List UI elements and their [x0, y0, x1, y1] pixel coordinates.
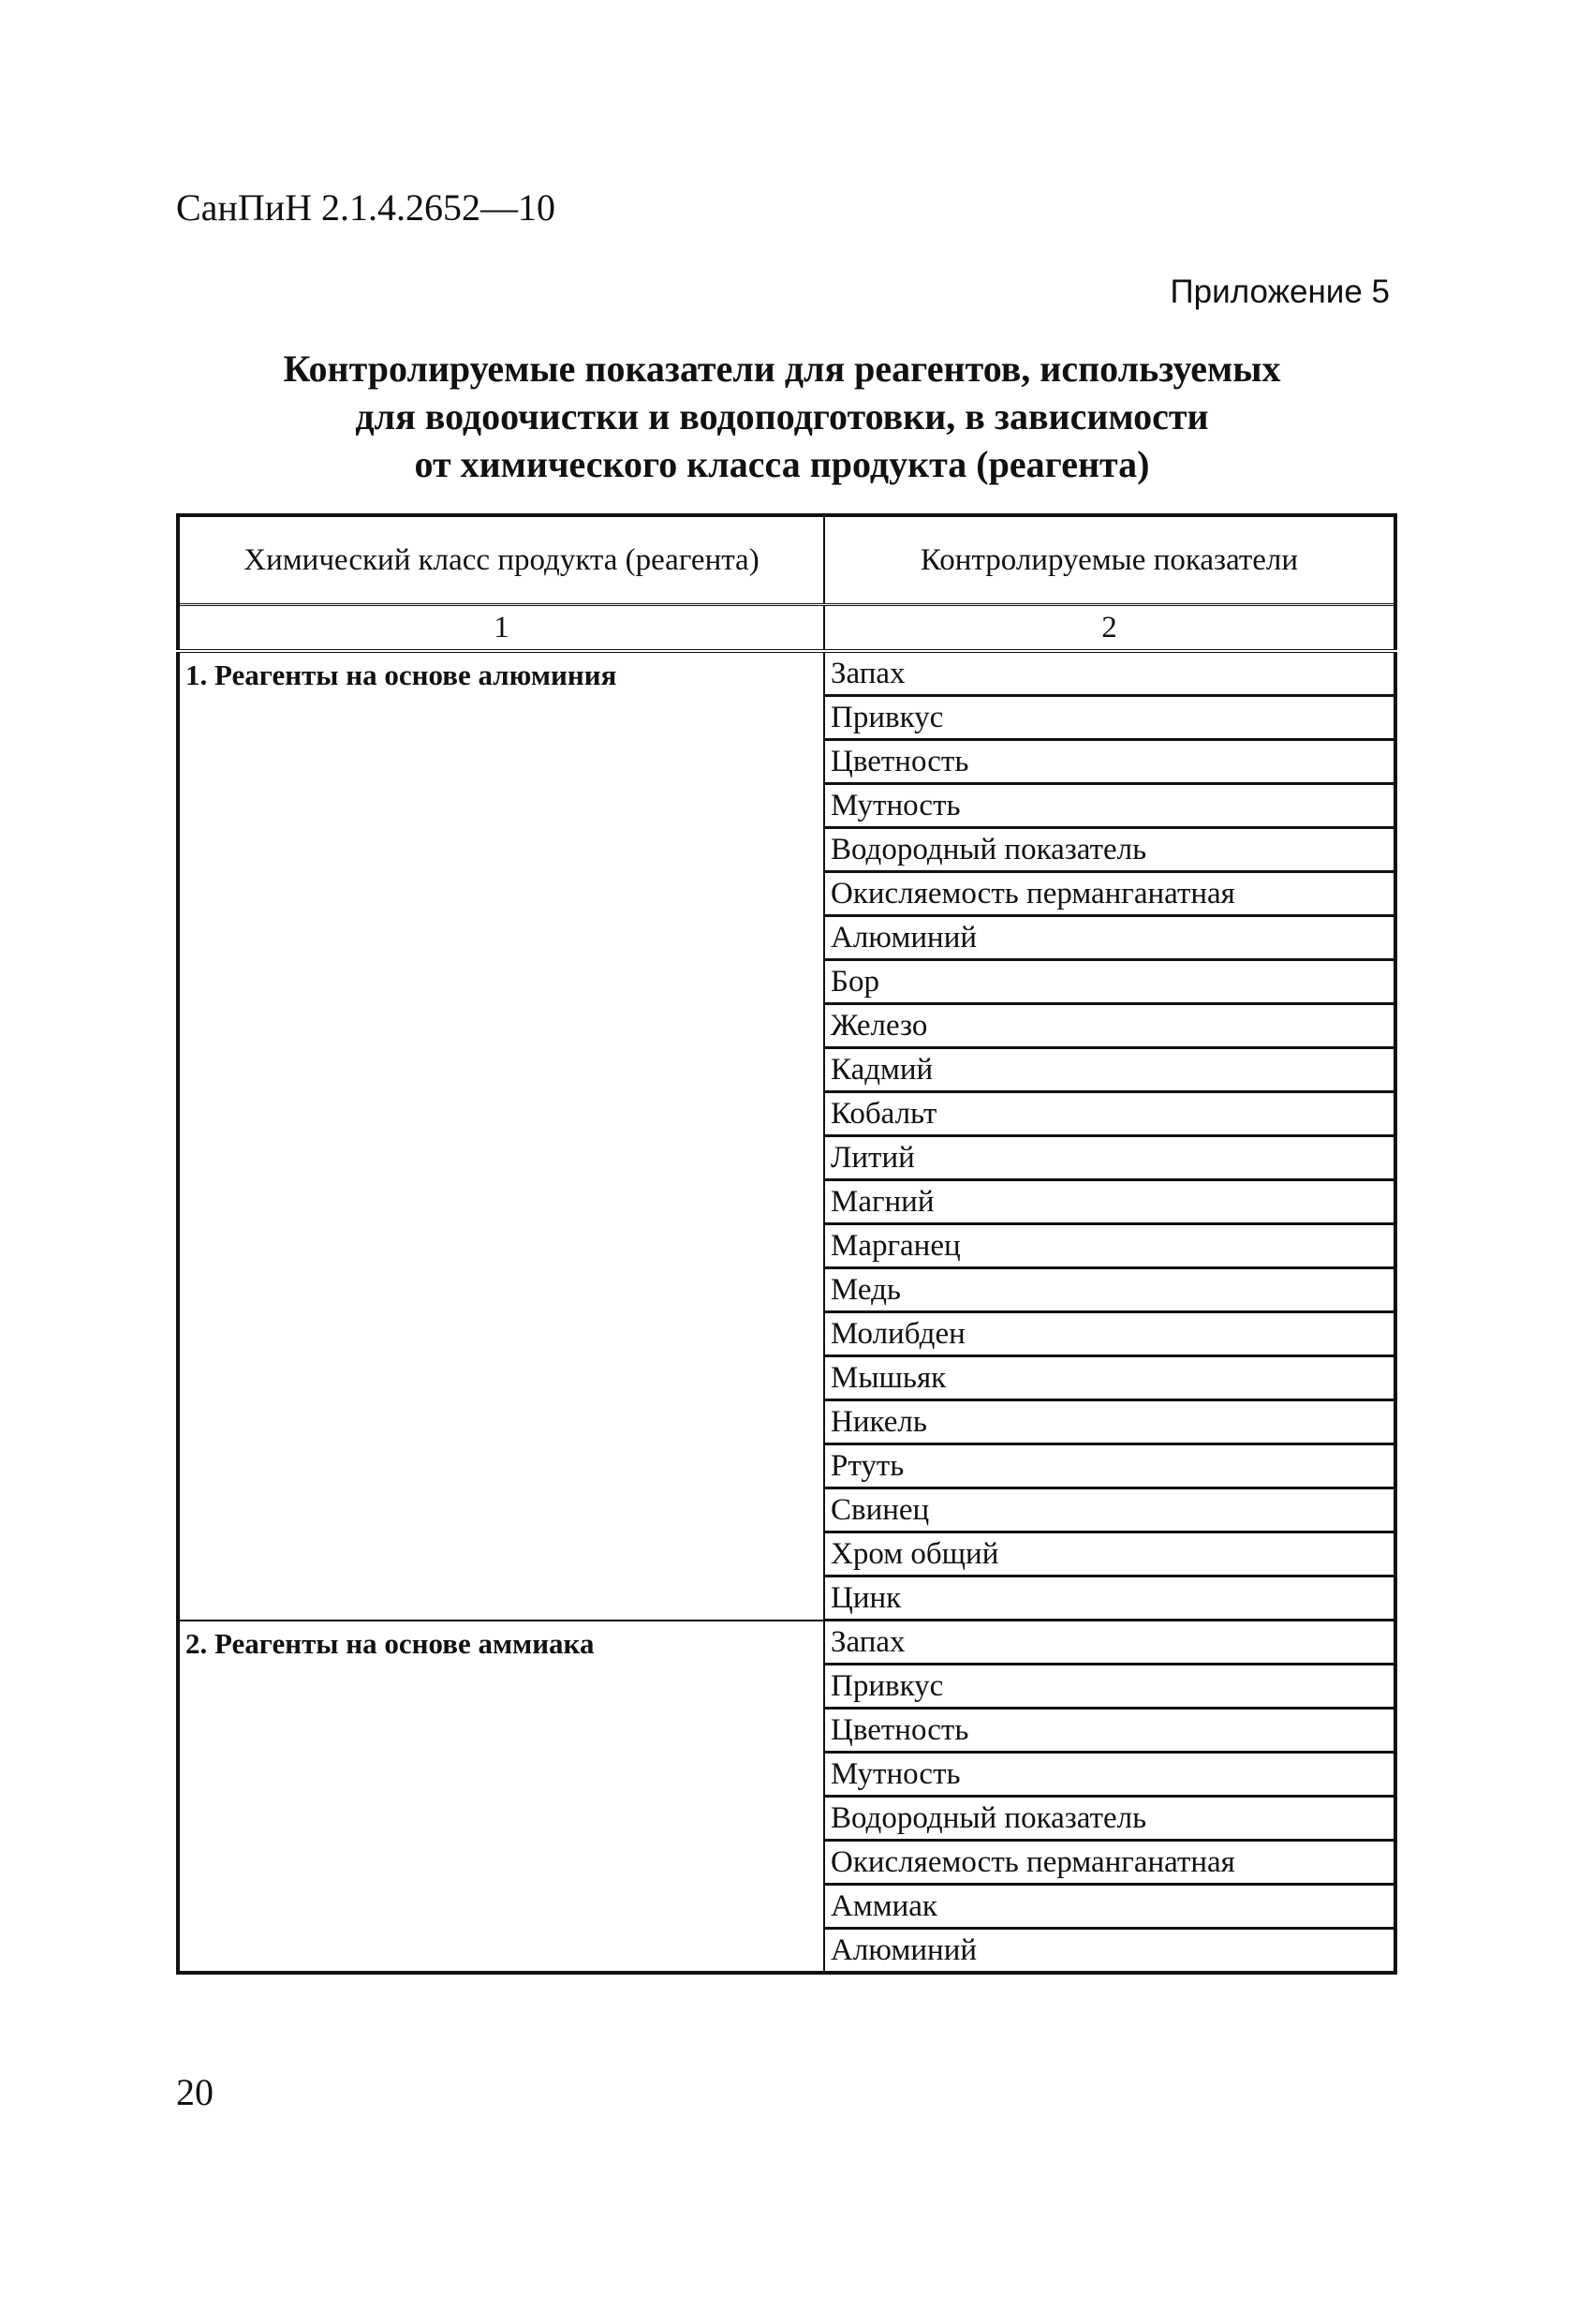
- title-line-1: Контролируемые показатели для реагентов, используемых: [283, 348, 1281, 390]
- indicator-cell: Алюминий: [824, 916, 1395, 960]
- indicator-cell: Привкус: [824, 1665, 1395, 1709]
- column-header-indicators: Контролируемые показатели: [824, 515, 1395, 605]
- reagent-group-cell: 1. Реагенты на основе алюминия: [178, 651, 824, 1621]
- indicator-cell: Молибден: [824, 1312, 1395, 1356]
- table-row: [178, 1621, 1395, 1665]
- indicator-cell: Цинк: [824, 1576, 1395, 1621]
- indicator-cell: Водородный показатель: [824, 1797, 1395, 1841]
- indicator-cell: Цветность: [824, 740, 1395, 784]
- indicator-cell: Цветность: [824, 1709, 1395, 1753]
- page-number: 20: [176, 2071, 214, 2113]
- table-header: [178, 515, 1395, 651]
- indicators-table: [176, 513, 1397, 1975]
- indicator-cell: Хром общий: [824, 1532, 1395, 1576]
- indicator-cell: Аммиак: [824, 1885, 1395, 1929]
- indicator-cell: Ртуть: [824, 1444, 1395, 1488]
- indicator-cell: Окисляемость перманганатная: [824, 872, 1395, 916]
- indicator-cell: Мышьяк: [824, 1356, 1395, 1400]
- indicator-cell: Марганец: [824, 1224, 1395, 1268]
- indicator-cell: Запах: [824, 651, 1395, 696]
- indicator-cell: Запах: [824, 1621, 1395, 1665]
- column-number-2: 2: [824, 605, 1395, 652]
- indicator-cell: Водородный показатель: [824, 828, 1395, 872]
- indicator-cell: Магний: [824, 1180, 1395, 1224]
- indicator-cell: Кадмий: [824, 1048, 1395, 1092]
- indicator-cell: Мутность: [824, 784, 1395, 828]
- reagent-group-cell: 2. Реагенты на основе аммиака: [178, 1621, 824, 1974]
- document-code: СанПиН 2.1.4.2652—10: [176, 186, 556, 229]
- indicator-cell: Свинец: [824, 1488, 1395, 1532]
- column-header-class: Химический класс продукта (реагента): [178, 515, 824, 605]
- indicator-cell: Бор: [824, 960, 1395, 1004]
- title-line-3: от химического класса продукта (реагента): [414, 443, 1150, 485]
- indicator-cell: Медь: [824, 1268, 1395, 1312]
- indicator-cell: Литий: [824, 1136, 1395, 1180]
- indicator-cell: Мутность: [824, 1753, 1395, 1797]
- column-number-1: 1: [178, 605, 824, 652]
- indicator-cell: Кобальт: [824, 1092, 1395, 1136]
- appendix-label: Приложение 5: [1170, 274, 1390, 310]
- table-body: [178, 651, 1395, 1973]
- indicator-cell: Алюминий: [824, 1929, 1395, 1974]
- table-row: [178, 651, 1395, 696]
- indicator-cell: Никель: [824, 1400, 1395, 1444]
- title-line-2: для водоочистки и водоподготовки, в зависимости: [355, 395, 1209, 437]
- indicator-cell: Привкус: [824, 696, 1395, 740]
- indicators-table-container: [176, 513, 1394, 1975]
- indicator-cell: Окисляемость перманганатная: [824, 1841, 1395, 1885]
- indicator-cell: Железо: [824, 1004, 1395, 1048]
- page-title: [140, 345, 1423, 488]
